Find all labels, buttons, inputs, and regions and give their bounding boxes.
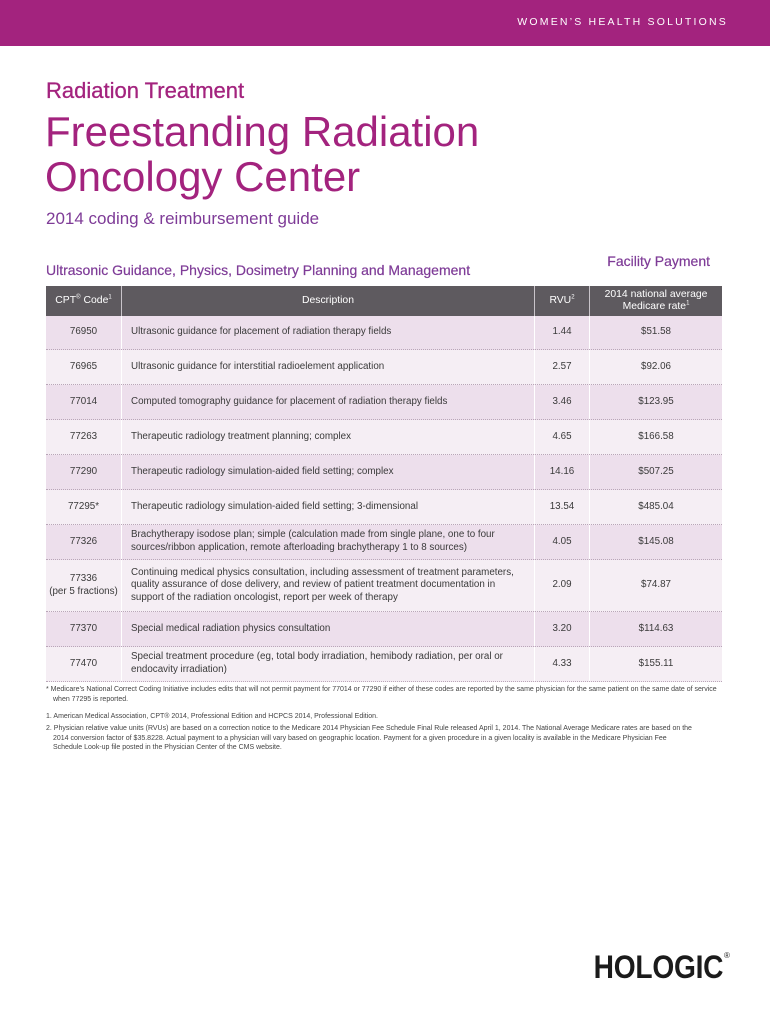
header-rate-line-2: [590, 301, 722, 313]
cpt-code-cell: [46, 490, 122, 524]
medicare-rate-cell: [590, 647, 722, 681]
rvu-value: 3.46: [552, 395, 572, 407]
cpt-code-cell: [46, 612, 122, 646]
description-cell: [122, 385, 535, 419]
header-code-text: Code: [83, 295, 109, 306]
cpt-code: 77470: [69, 657, 98, 669]
rvu-cell: [535, 560, 590, 611]
cpt-code-cell: [46, 316, 122, 349]
cpt-code-cell: [46, 455, 122, 489]
cpt-code-cell: [46, 385, 122, 419]
medicare-rate-value: $51.58: [641, 326, 671, 338]
procedure-description: Therapeutic radiology simulation-aided field setting; complex: [131, 465, 394, 477]
cpt-code-cell: [46, 350, 122, 384]
medicare-rate-value: $485.04: [638, 500, 674, 512]
medicare-rate-cell: [590, 455, 722, 489]
procedure-description: Ultrasonic guidance for placement of radiation therapy fields: [131, 326, 392, 338]
cpt-code: 77370: [69, 622, 98, 634]
medicare-rate-cell: [590, 490, 722, 524]
rvu-value: 13.54: [549, 500, 575, 512]
rvu-cell: [535, 525, 590, 559]
table-row: [46, 560, 722, 612]
header-rvu-label: [535, 295, 589, 307]
medicare-rate-value: $74.87: [641, 579, 671, 591]
medicare-rate-value: $114.63: [638, 622, 674, 634]
category-heading: Radiation Treatment: [46, 78, 245, 103]
column-group-label: Facility Payment: [607, 253, 710, 269]
header-medicare-rate: [590, 286, 722, 316]
header-description-label: Description: [302, 295, 354, 306]
medicare-rate-cell: [590, 350, 722, 384]
medicare-rate-cell: [590, 420, 722, 454]
procedure-description: Special treatment procedure (eg, total body irradiation, hemibody radiation, per oral or endocavity irradiation): [131, 651, 503, 675]
header-cpt-code: [46, 286, 122, 316]
description-cell: [122, 455, 535, 489]
table-row: [46, 455, 722, 490]
hologic-logo: HOLOGIC: [593, 949, 723, 985]
description-cell: [122, 560, 535, 611]
footnote-ref: 1: [686, 300, 690, 307]
cpt-code: 77336: [69, 572, 98, 584]
section-heading: Ultrasonic Guidance, Physics, Dosimetry Planning and Management: [46, 262, 471, 278]
rvu-value: 1.44: [552, 326, 572, 338]
table-row: [46, 525, 722, 560]
procedure-description: Brachytherapy isodose plan; simple (calculation made from single plane, one to four sources/ribbon application, remote afterloading brachytherapy 1 to 8 sources): [131, 529, 495, 553]
description-cell: [122, 612, 535, 646]
procedure-description: Ultrasonic guidance for interstitial radioelement application: [131, 360, 385, 372]
rvu-value: 2.09: [552, 579, 572, 591]
medicare-rate-value: $123.95: [638, 395, 674, 407]
banner-label: WOMEN’S HEALTH SOLUTIONS: [517, 16, 728, 28]
page-subtitle: 2014 coding & reimbursement guide: [46, 209, 320, 228]
description-cell: [122, 525, 535, 559]
footnote-1: 1. American Medical Association, CPT® 2014, Professional Edition and HCPCS 2014, Professional Edition.: [46, 713, 378, 720]
cpt-code: 77290: [69, 465, 98, 477]
cpt-code: 77295*: [67, 500, 100, 512]
procedure-description: Therapeutic radiology treatment planning; complex: [131, 430, 352, 442]
cpt-code: 77014: [69, 395, 98, 407]
table-row: [46, 647, 722, 682]
page-title: [45, 109, 479, 199]
header-cpt-text: CPT: [55, 295, 77, 306]
cpt-code: 77326: [69, 535, 98, 547]
rvu-cell: [535, 455, 590, 489]
medicare-rate-value: $166.58: [638, 430, 674, 442]
rvu-cell: [535, 490, 590, 524]
description-cell: [122, 647, 535, 681]
description-cell: [122, 316, 535, 349]
rvu-value: 4.65: [552, 430, 572, 442]
rvu-value: 3.20: [552, 622, 572, 634]
cpt-code-cell: [46, 560, 122, 611]
rvu-cell: [535, 385, 590, 419]
procedure-description: Therapeutic radiology simulation-aided field setting; 3-dimensional: [131, 500, 418, 512]
medicare-rate-value: $92.06: [641, 360, 671, 372]
table-row: [46, 490, 722, 525]
medicare-rate-cell: [590, 385, 722, 419]
table-row: [46, 350, 722, 385]
footnote-ref: 2: [571, 294, 575, 301]
header-rate-line-1: 2014 national average: [604, 289, 708, 300]
medicare-rate-cell: [590, 316, 722, 349]
cpt-code-cell: [46, 647, 122, 681]
rvu-cell: [535, 647, 590, 681]
rvu-value: 14.16: [549, 465, 575, 477]
top-banner: [0, 0, 770, 46]
cpt-code-cell: [46, 525, 122, 559]
description-cell: [122, 350, 535, 384]
rvu-value: 2.57: [552, 360, 572, 372]
rvu-value: 4.05: [552, 535, 572, 547]
description-cell: [122, 420, 535, 454]
procedure-description: Continuing medical physics consultation, including assessment of treatment parameters, quality assurance of dose delivery, and review of patient treatment documentation in support of the radiation oncologist, report per week of therapy: [131, 566, 514, 603]
table-row: [46, 612, 722, 647]
footnote-ref: 1: [108, 294, 112, 301]
procedure-description: Special medical radiation physics consultation: [131, 622, 331, 634]
rvu-value: 4.33: [552, 657, 572, 669]
medicare-rate-value: $507.25: [638, 465, 674, 477]
page-title-line-2: Oncology Center: [45, 153, 361, 200]
medicare-rate-value: $145.08: [638, 535, 674, 547]
header-rate-text: Medicare rate: [622, 301, 687, 312]
cpt-code-note: (per 5 fractions): [49, 585, 118, 597]
cpt-code-cell: [46, 420, 122, 454]
cpt-code: 77263: [69, 430, 98, 442]
medicare-rate-cell: [590, 612, 722, 646]
medicare-rate-value: $155.11: [638, 657, 674, 669]
footnote-asterisk: * Medicare’s National Correct Coding Initiative includes edits that will not permit payment for 77014 or 77290 if either of these codes are reported by the same physician for the same patient on the same date of service when 77295 is reported.: [46, 686, 717, 703]
cpt-code: 76950: [69, 326, 98, 338]
header-rvu-text: RVU: [549, 295, 572, 306]
registered-mark: ®: [76, 294, 81, 301]
logo-registered-mark: ®: [724, 951, 730, 960]
table-row: [46, 385, 722, 420]
header-description: [122, 286, 535, 316]
medicare-rate-cell: [590, 560, 722, 611]
rvu-cell: [535, 316, 590, 349]
description-cell: [122, 490, 535, 524]
cpt-code: 76965: [69, 360, 98, 372]
footnote-2: 2. Physician relative value units (RVUs) are based on a correction notice to the Medicare 2014 Physician Fee Schedule Final Rule released April 1, 2014. The National Average Medicare rates are based on the 2014 conversion factor of $35.8228. Actual payment to a physician will vary based on geographic location. Payment for a given procedure in a given locality is available in the Medicare Physician Fee Schedule Look-up file posted in the Physician Center of the CMS website.: [46, 725, 692, 751]
header-cpt-code-label: [46, 295, 121, 307]
table-row: [46, 420, 722, 455]
medicare-rate-cell: [590, 525, 722, 559]
rvu-cell: [535, 350, 590, 384]
rvu-cell: [535, 420, 590, 454]
table-row: [46, 316, 722, 350]
header-rvu: [535, 286, 590, 316]
procedure-description: Computed tomography guidance for placement of radiation therapy fields: [131, 395, 448, 407]
table-header: [46, 286, 722, 316]
rvu-cell: [535, 612, 590, 646]
reimbursement-table: [46, 286, 722, 682]
page-title-line-1: Freestanding Radiation: [45, 108, 480, 155]
